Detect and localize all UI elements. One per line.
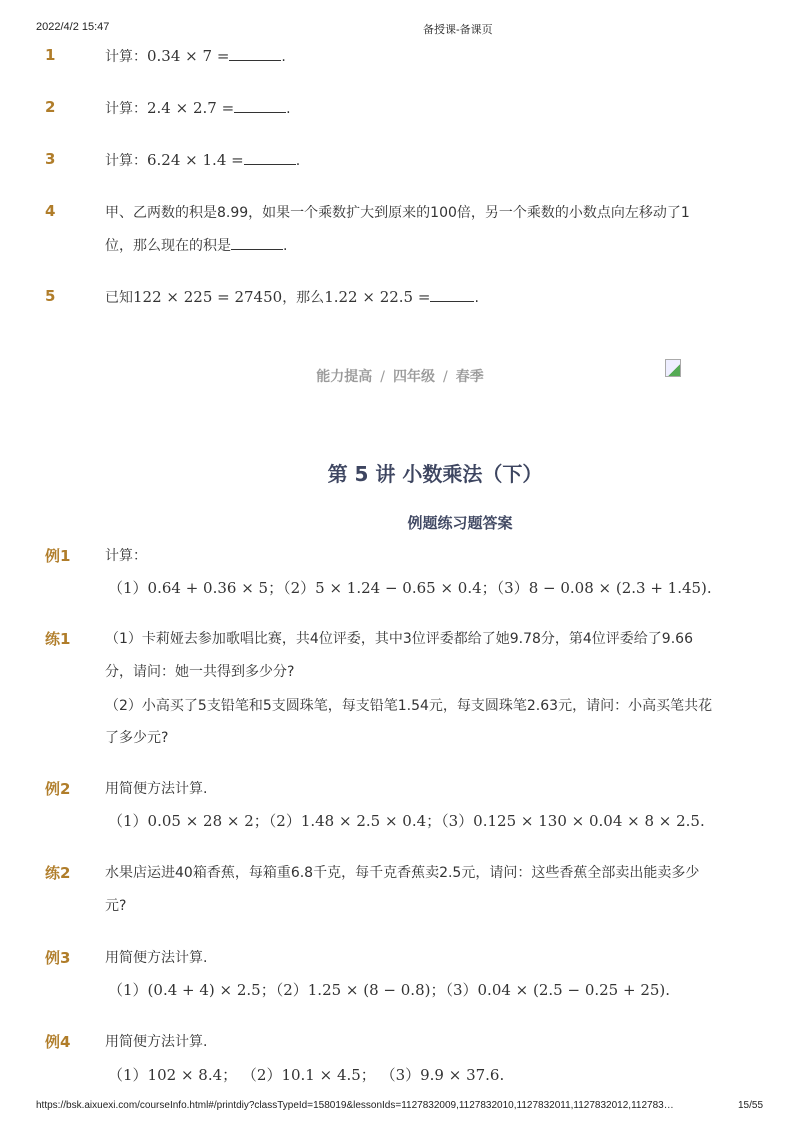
example-line: 用简便方法计算. (105, 1034, 208, 1050)
example-line: 分，请问：她一共得到多少分? (105, 664, 295, 680)
page-number: 15/55 (738, 1100, 764, 1111)
section-title: 例题练习题答案 (407, 514, 513, 532)
q-text: 计算： (105, 153, 147, 169)
example-line: （1）0.05 × 28 × 2；（2）1.48 × 2.5 × 0.4；（3）0.125 × 130 × 0.04 × 8 × 2.5. (108, 812, 705, 830)
footer-url: https://bsk.aixuexi.com/courseInfo.html#/printdiy?classTypeId=158019&lessonIds=1127832009,1127832010,1127832011,1127832012,112783… (36, 1100, 674, 1111)
question-number: 2 (45, 98, 56, 116)
q-text: 计算： (105, 49, 147, 65)
example-label: 例4 (45, 1033, 71, 1051)
answer-blank (231, 237, 283, 250)
question-2: 计算：2.4 × 2.7 = . (105, 99, 291, 117)
answer-blank (234, 100, 286, 113)
broken-image-icon (665, 359, 681, 377)
example-line: （1）(0.4 + 4) × 2.5；（2）1.25 × (8 − 0.8)；（3）0.04 × (2.5 − 0.25 + 25). (108, 981, 671, 999)
q-math: 0.34 × 7 = (147, 47, 230, 65)
example-line: （1）102 × 8.4； （2）10.1 × 4.5； （3）9.9 × 37.6. (108, 1066, 505, 1084)
q-text: 位，那么现在的积是 (105, 238, 231, 254)
q-text: ，那么 (282, 290, 325, 306)
q-math: 6.24 × 1.4 = (147, 151, 244, 169)
example-label: 例3 (45, 949, 71, 967)
question-3: 计算：6.24 × 1.4 = . (105, 151, 301, 169)
question-4-line: 位，那么现在的积是 . (105, 238, 288, 254)
example-label: 练1 (45, 630, 71, 648)
example-line: 用简便方法计算. (105, 781, 208, 797)
question-number: 3 (45, 150, 56, 168)
example-line: 计算： (105, 548, 147, 564)
question-number: 5 (45, 287, 56, 305)
q-text: 已知 (105, 290, 133, 306)
example-line: 水果店运进40箱香蕉，每箱重6.8千克，每千克香蕉卖2.5元，请问：这些香蕉全部卖出能卖多少 (105, 865, 700, 881)
question-number: 1 (45, 46, 56, 64)
breadcrumb-item: 能力提高 (316, 369, 373, 385)
breadcrumb-item: 四年级 (393, 369, 435, 385)
example-line: （1）卡莉娅去参加歌唱比赛，共4位评委，其中3位评委都给了她9.78分，第4位评委给了9.66 (105, 631, 693, 647)
breadcrumb-separator: / (443, 369, 448, 385)
answer-blank (244, 152, 296, 165)
example-line: （1）0.64 + 0.36 × 5；（2）5 × 1.24 − 0.65 × 0.4；（3）8 − 0.08 × (2.3 + 1.45). (108, 579, 712, 597)
lecture-title: 第 5 讲 小数乘法（下） (327, 462, 543, 486)
example-label: 例1 (45, 547, 71, 565)
q-math: 122 × 225 = 27450 (133, 288, 283, 306)
example-label: 练2 (45, 864, 71, 882)
answer-blank (229, 48, 281, 61)
example-line: 了多少元? (105, 730, 169, 746)
example-line: 元? (105, 898, 127, 914)
print-title: 备授课-备课页 (423, 24, 493, 36)
q-math: 1.22 × 22.5 = (324, 288, 431, 306)
breadcrumb-separator: / (380, 369, 385, 385)
example-line: 用简便方法计算. (105, 950, 208, 966)
question-1: 计算：0.34 × 7 = . (105, 47, 286, 65)
question-5: 已知122 × 225 = 27450，那么1.22 × 22.5 = . (105, 288, 479, 306)
question-number: 4 (45, 202, 56, 220)
breadcrumb-item: 春季 (455, 369, 484, 385)
q-math: 2.4 × 2.7 = (147, 99, 235, 117)
q-text: 计算： (105, 101, 147, 117)
print-datetime: 2022/4/2 15:47 (36, 21, 110, 33)
question-4-line: 甲、乙两数的积是8.99，如果一个乘数扩大到原来的100倍，另一个乘数的小数点向左移动了1 (105, 205, 690, 221)
example-label: 例2 (45, 780, 71, 798)
answer-blank (430, 289, 474, 302)
example-line: （2）小高买了5支铅笔和5支圆珠笔，每支铅笔1.54元，每支圆珠笔2.63元，请问：小高买笔共花 (105, 698, 713, 714)
